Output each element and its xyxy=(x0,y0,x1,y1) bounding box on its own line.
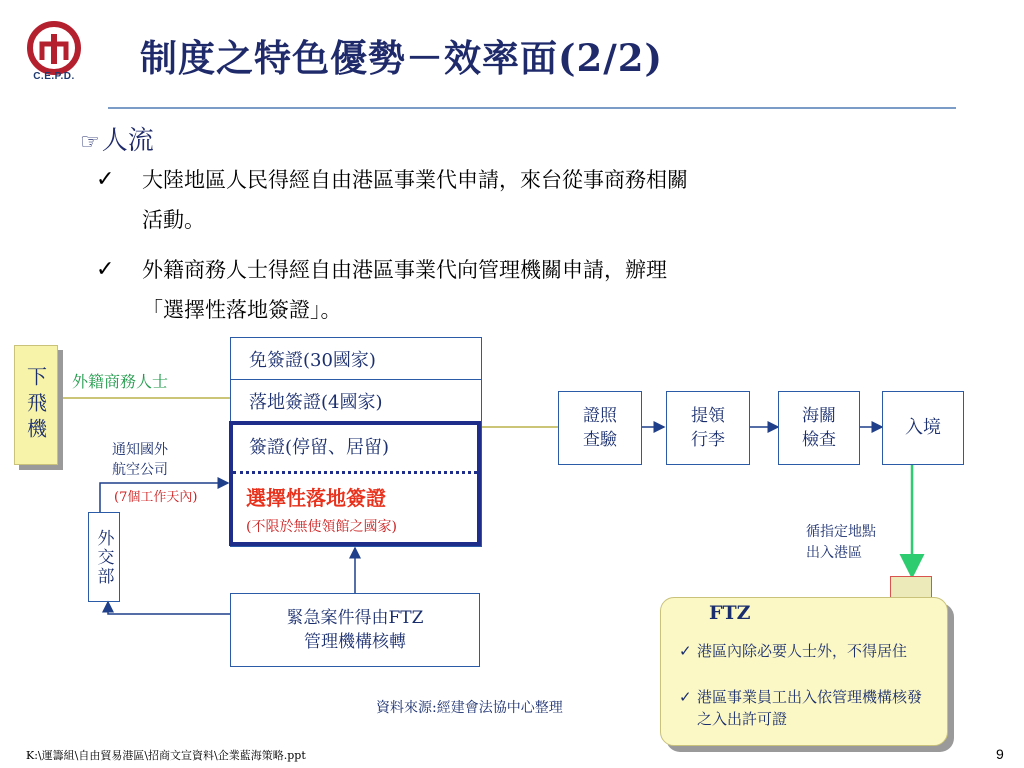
foreign-business-label: 外籍商務人士 xyxy=(72,372,169,391)
bullet-line: 大陸地區人民得經自由港區事業代申請，來台從事商務相關 xyxy=(142,168,688,192)
notify-airline-label: 航空公司 xyxy=(112,462,168,478)
entry-box xyxy=(882,391,964,465)
designated-point-label: 出入港區 xyxy=(806,545,862,561)
step-line: 證照 xyxy=(583,406,617,426)
baggage-claim-box xyxy=(666,391,750,465)
checkmark-icon: ✓ xyxy=(679,688,692,706)
step-line: 檢查 xyxy=(802,430,836,450)
step-line: 查驗 xyxy=(583,430,617,450)
checkmark-icon: ✓ xyxy=(96,167,115,192)
document-inspection-box xyxy=(558,391,642,465)
ftz-rule xyxy=(679,640,935,662)
logo-text: C.E.P.D. xyxy=(33,71,75,82)
emergency-line: 緊急案件得由FTZ xyxy=(286,608,424,628)
ftz-rule xyxy=(679,686,935,730)
ftz-rule-text: 港區事業員工出入依管理機構核發之入出許可證 xyxy=(697,688,923,728)
bullet-line: 活動。 xyxy=(142,208,205,232)
deplane-box: 下飛機 xyxy=(14,345,58,465)
bullet-line: 外籍商務人士得經自由港區事業代向管理機關申請，辦理 xyxy=(142,258,667,282)
selective-visa-note: (不限於無使領館之國家) xyxy=(246,519,397,535)
step-line: 行李 xyxy=(691,430,725,450)
ftz-rule-text: 港區內除必要人士外，不得居住 xyxy=(697,642,908,660)
ftz-panel xyxy=(660,597,948,746)
bullet-line: 「選擇性落地簽證」。 xyxy=(142,298,342,322)
step-line: 海關 xyxy=(802,406,836,426)
section-label: 人流 xyxy=(101,126,154,156)
regular-visa: 簽證(停留、居留) xyxy=(249,437,390,458)
notify-airline-label: 通知國外 xyxy=(112,442,168,458)
step-line: 提領 xyxy=(691,406,725,426)
landing-visa: 落地簽證(4國家) xyxy=(231,380,481,422)
dotted-divider xyxy=(233,471,477,474)
file-path-footer: K:\運籌組\自由貿易港區\招商文宣資料\企業藍海策略.ppt xyxy=(26,749,306,762)
pointing-hand-icon: ☞ xyxy=(80,130,100,155)
source-note: 資料來源:經建會法協中心整理 xyxy=(376,700,563,716)
mofa-box: 外交部 xyxy=(88,512,120,602)
page-number: 9 xyxy=(996,746,1004,762)
designated-point-label: 循指定地點 xyxy=(806,524,876,540)
step-line: 入境 xyxy=(905,417,941,438)
emergency-line: 管理機構核轉 xyxy=(303,632,406,652)
customs-check-box xyxy=(778,391,860,465)
checkmark-icon: ✓ xyxy=(679,642,692,660)
emergency-case-box xyxy=(230,593,480,667)
selective-visa-title: 選擇性落地簽證 xyxy=(246,486,386,510)
checkmark-icon: ✓ xyxy=(96,257,115,282)
ftz-title: FTZ xyxy=(709,602,751,624)
working-days-label: (7個工作天內) xyxy=(114,490,198,505)
page-title: 制度之特色優勢－效率面(2/2) xyxy=(140,36,664,80)
visa-exempt: 免簽證(30國家) xyxy=(231,338,481,380)
